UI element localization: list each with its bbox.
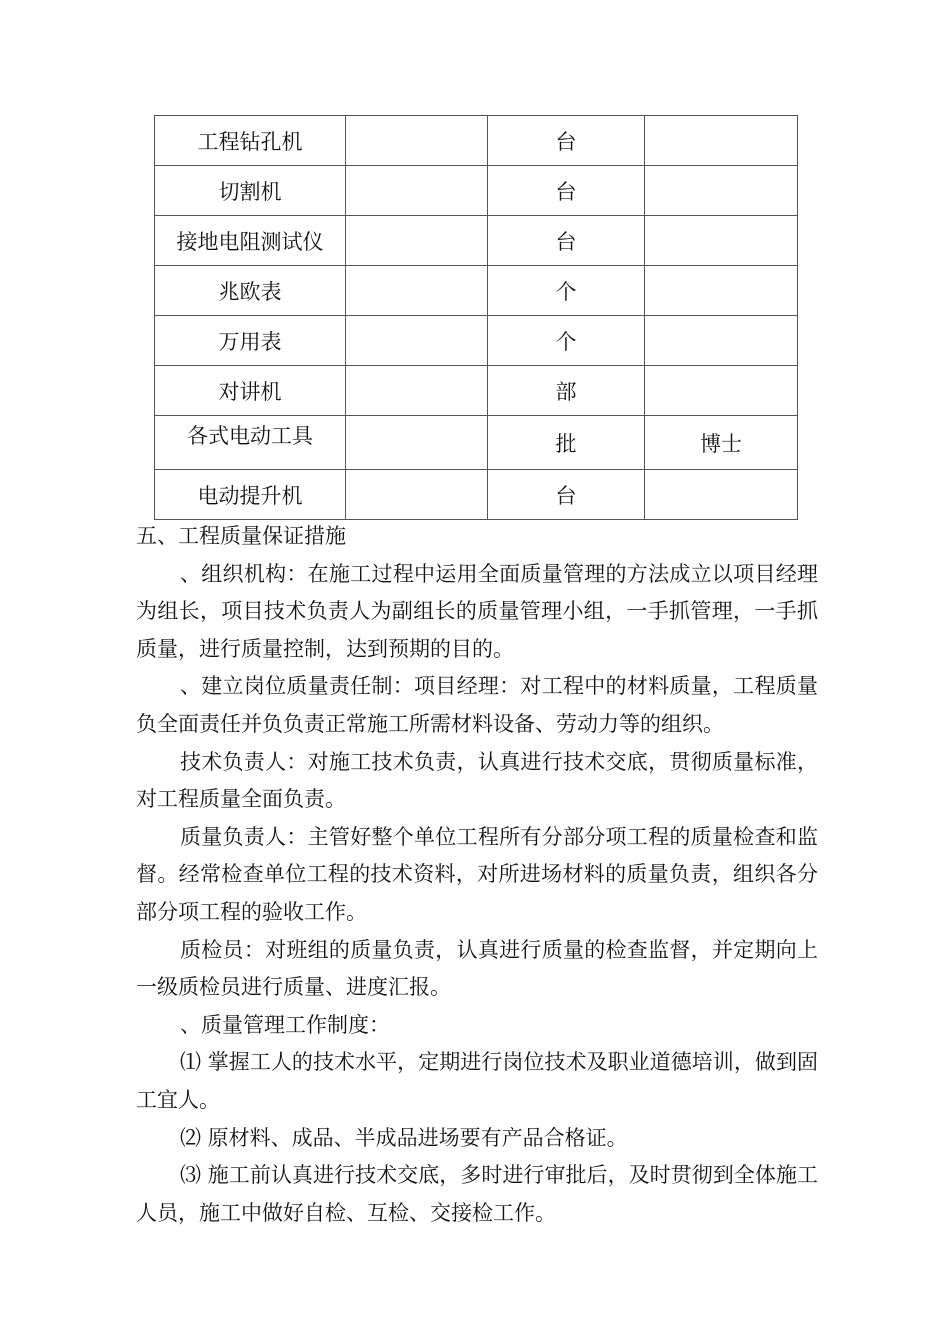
equipment-quantity: [346, 316, 488, 366]
equipment-name: 接地电阻测试仪: [155, 216, 346, 266]
equipment-unit: 批: [488, 416, 645, 470]
equipment-note: [645, 266, 798, 316]
equipment-unit: 部: [488, 366, 645, 416]
equipment-note: [645, 470, 798, 520]
equipment-quantity: [346, 416, 488, 470]
table-row: [155, 216, 798, 266]
table-row: [155, 166, 798, 216]
equipment-note: [645, 216, 798, 266]
equipment-quantity: [346, 166, 488, 216]
list-item: ⑵ 原材料、成品、半成品进场要有产品合格证。: [180, 1125, 628, 1150]
paragraph-inspector: 质检员：对班组的质量负责，认真进行质量的检查监督，并定期向上一级质检员进行质量、进度汇报。: [136, 937, 818, 1000]
table-row: [155, 416, 798, 470]
equipment-note: 博士: [645, 416, 798, 470]
table-row: [155, 266, 798, 316]
equipment-name: 工程钻孔机: [155, 116, 346, 166]
equipment-name: 万用表: [155, 316, 346, 366]
equipment-note: [645, 166, 798, 216]
equipment-name: 电动提升机: [155, 470, 346, 520]
table-row: [155, 116, 798, 166]
equipment-note: [645, 366, 798, 416]
equipment-note: [645, 316, 798, 366]
paragraph-organization: 、组织机构：在施工过程中运用全面质量管理的方法成立以项目经理为组长，项目技术负责人为副组长的质量管理小组，一手抓管理，一手抓质量，进行质量控制，达到预期的目的。: [136, 561, 818, 661]
equipment-table-body: [155, 116, 798, 520]
equipment-quantity: [346, 470, 488, 520]
equipment-unit: 个: [488, 316, 645, 366]
table-row: [155, 366, 798, 416]
equipment-quantity: [346, 216, 488, 266]
table-row: [155, 470, 798, 520]
equipment-note: [645, 116, 798, 166]
paragraph-management-rules: 、质量管理工作制度：: [180, 1012, 390, 1037]
equipment-table: [154, 115, 798, 520]
equipment-unit: 台: [488, 116, 645, 166]
equipment-unit: 个: [488, 266, 645, 316]
list-item: ⑴ 掌握工人的技术水平，定期进行岗位技术及职业道德培训，做到固工宜人。: [136, 1050, 818, 1112]
equipment-name: 切割机: [155, 166, 346, 216]
section-heading: 五、工程质量保证措施: [136, 524, 346, 548]
equipment-unit: 台: [488, 166, 645, 216]
equipment-name: 各式电动工具: [155, 416, 346, 470]
equipment-unit: 台: [488, 216, 645, 266]
equipment-quantity: [346, 266, 488, 316]
equipment-quantity: [346, 366, 488, 416]
section-body: [136, 518, 818, 1232]
equipment-name: 对讲机: [155, 366, 346, 416]
table-row: [155, 316, 798, 366]
list-item: ⑶ 施工前认真进行技术交底，多时进行审批后，及时贯彻到全体施工人员，施工中做好自检、互检、交接检工作。: [136, 1163, 818, 1225]
paragraph-technical-lead: 技术负责人：对施工技术负责，认真进行技术交底，贯彻质量标准，对工程质量全面负责。: [136, 749, 818, 812]
paragraph-quality-lead: 质量负责人：主管好整个单位工程所有分部分项工程的质量检查和监督。经常检查单位工程的技术资料，对所进场材料的质量负责，组织各分部分项工程的验收工作。: [136, 824, 818, 924]
equipment-name: 兆欧表: [155, 266, 346, 316]
paragraph-responsibility-system: 、建立岗位质量责任制：项目经理：对工程中的材料质量，工程质量负全面责任并负负责正常施工所需材料设备、劳动力等的组织。: [136, 674, 818, 736]
equipment-unit: 台: [488, 470, 645, 520]
equipment-quantity: [346, 116, 488, 166]
